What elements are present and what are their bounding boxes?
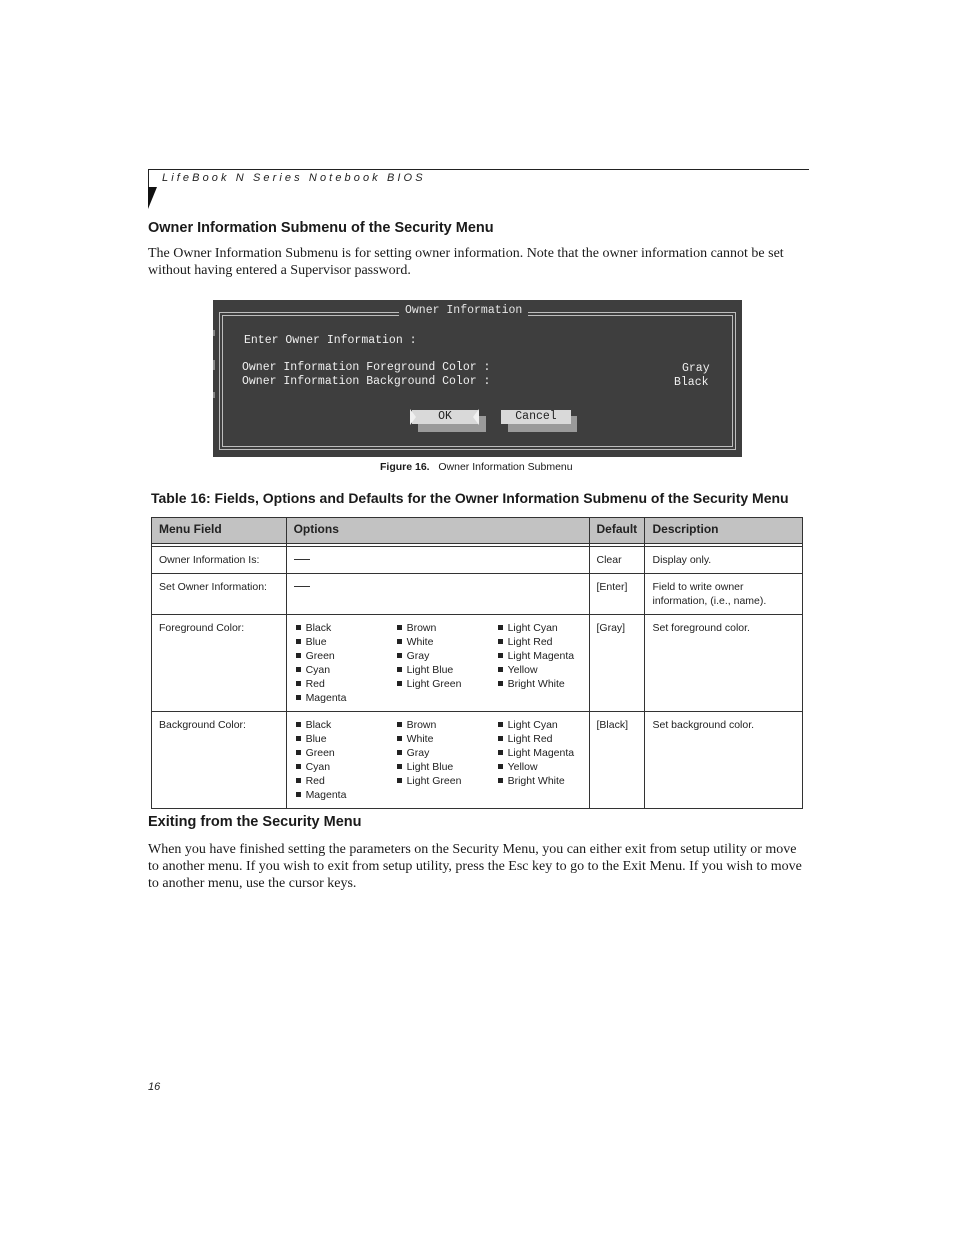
cell-description: Display only. bbox=[645, 547, 803, 574]
cell-default: [Enter] bbox=[589, 574, 645, 615]
section-body-exiting: When you have finished setting the parameters on the Security Menu, you can either exit from setup utility or move to another menu. If you wish to exit from setup utility, press the Esc key to go to the Exit Menu. If you wish to move to another menu, use the cursor keys. bbox=[148, 842, 802, 891]
options-col-1 bbox=[294, 718, 395, 802]
options-col-3 bbox=[496, 621, 575, 705]
cell-options bbox=[286, 547, 589, 574]
list-item: Light Green bbox=[395, 774, 496, 788]
table-row bbox=[152, 574, 803, 615]
list-item: Light Cyan bbox=[496, 621, 575, 635]
cell-description: Set foreground color. bbox=[645, 615, 803, 712]
list-item: Light Blue bbox=[395, 663, 496, 677]
bg-color-label: Owner Information Background Color : bbox=[242, 375, 491, 388]
cancel-button[interactable]: Cancel bbox=[501, 410, 571, 424]
list-item: Green bbox=[294, 746, 395, 760]
options-col-2 bbox=[395, 718, 496, 802]
list-item: Light Cyan bbox=[496, 718, 575, 732]
cell-description: Set background color. bbox=[645, 712, 803, 809]
col-header-options: Options bbox=[286, 518, 589, 544]
page-number: 16 bbox=[148, 1081, 161, 1093]
section-body-owner-info: The Owner Information Submenu is for setting owner information. Note that the owner information cannot be set without having entered a Supervisor password. bbox=[148, 246, 784, 278]
cell-field: Set Owner Information: bbox=[152, 574, 287, 615]
col-header-default: Default bbox=[589, 518, 645, 544]
cell-field: Foreground Color: bbox=[152, 615, 287, 712]
cell-default: Clear bbox=[589, 547, 645, 574]
dash-placeholder bbox=[294, 559, 310, 560]
bg-color-value[interactable]: Black bbox=[674, 376, 709, 389]
col-header-description: Description bbox=[645, 518, 803, 544]
list-item: Magenta bbox=[294, 788, 395, 802]
selection-arrow-left-icon bbox=[473, 409, 479, 425]
list-item: Light Green bbox=[395, 677, 496, 691]
list-item: Magenta bbox=[294, 691, 395, 705]
color-options-list bbox=[294, 621, 582, 705]
list-item: Bright White bbox=[496, 774, 575, 788]
table-header-row bbox=[152, 518, 803, 544]
screen-artifact bbox=[213, 392, 215, 398]
cell-options bbox=[286, 712, 589, 809]
list-item: Yellow bbox=[496, 760, 575, 774]
fields-options-table bbox=[151, 517, 803, 809]
header-tab-marker bbox=[148, 187, 157, 209]
list-item: Light Magenta bbox=[496, 649, 575, 663]
running-header: LifeBook N Series Notebook BIOS bbox=[162, 172, 426, 184]
screen-artifact bbox=[213, 330, 215, 336]
col-header-menu-field: Menu Field bbox=[152, 518, 287, 544]
selection-arrow-right-icon bbox=[410, 409, 416, 425]
cell-default: [Gray] bbox=[589, 615, 645, 712]
list-item: Blue bbox=[294, 732, 395, 746]
list-item: Brown bbox=[395, 718, 496, 732]
owner-info-prompt[interactable]: Enter Owner Information : bbox=[244, 334, 417, 347]
list-item: Blue bbox=[294, 635, 395, 649]
cell-default: [Black] bbox=[589, 712, 645, 809]
table-title: Table 16: Fields, Options and Defaults for the Owner Information Submenu of the Security Menu bbox=[151, 490, 789, 506]
options-col-3 bbox=[496, 718, 575, 802]
list-item: Green bbox=[294, 649, 395, 663]
screen-artifact bbox=[213, 360, 215, 370]
list-item: Black bbox=[294, 621, 395, 635]
section-heading-owner-info: Owner Information Submenu of the Security Menu bbox=[148, 220, 494, 236]
options-col-1 bbox=[294, 621, 395, 705]
section-heading-exiting: Exiting from the Security Menu bbox=[148, 814, 362, 830]
cell-options bbox=[286, 574, 589, 615]
header-rule bbox=[148, 169, 809, 170]
header-rule-vertical bbox=[148, 169, 149, 187]
list-item: Bright White bbox=[496, 677, 575, 691]
list-item: Cyan bbox=[294, 760, 395, 774]
bios-screenshot bbox=[213, 300, 742, 457]
table-row bbox=[152, 547, 803, 574]
list-item: Brown bbox=[395, 621, 496, 635]
figure-caption: Figure 16. Owner Information Submenu bbox=[380, 461, 573, 473]
list-item: White bbox=[395, 732, 496, 746]
list-item: Light Blue bbox=[395, 760, 496, 774]
list-item: Red bbox=[294, 774, 395, 788]
options-col-2 bbox=[395, 621, 496, 705]
list-item: Gray bbox=[395, 746, 496, 760]
cell-field: Owner Information Is: bbox=[152, 547, 287, 574]
list-item: Light Red bbox=[496, 635, 575, 649]
table-row bbox=[152, 712, 803, 809]
table-row bbox=[152, 615, 803, 712]
color-options-list bbox=[294, 718, 582, 802]
dialog-title: Owner Information bbox=[399, 304, 528, 317]
list-item: Black bbox=[294, 718, 395, 732]
fg-color-label: Owner Information Foreground Color : bbox=[242, 361, 491, 374]
fg-color-value[interactable]: Gray bbox=[682, 362, 710, 375]
ok-button[interactable]: OK bbox=[412, 410, 478, 424]
cell-description: Field to write owner information, (i.e., name). bbox=[645, 574, 803, 615]
list-item: White bbox=[395, 635, 496, 649]
dash-placeholder bbox=[294, 586, 310, 587]
list-item: Yellow bbox=[496, 663, 575, 677]
list-item: Light Red bbox=[496, 732, 575, 746]
list-item: Red bbox=[294, 677, 395, 691]
cell-options bbox=[286, 615, 589, 712]
list-item: Light Magenta bbox=[496, 746, 575, 760]
list-item: Cyan bbox=[294, 663, 395, 677]
cell-field: Background Color: bbox=[152, 712, 287, 809]
list-item: Gray bbox=[395, 649, 496, 663]
